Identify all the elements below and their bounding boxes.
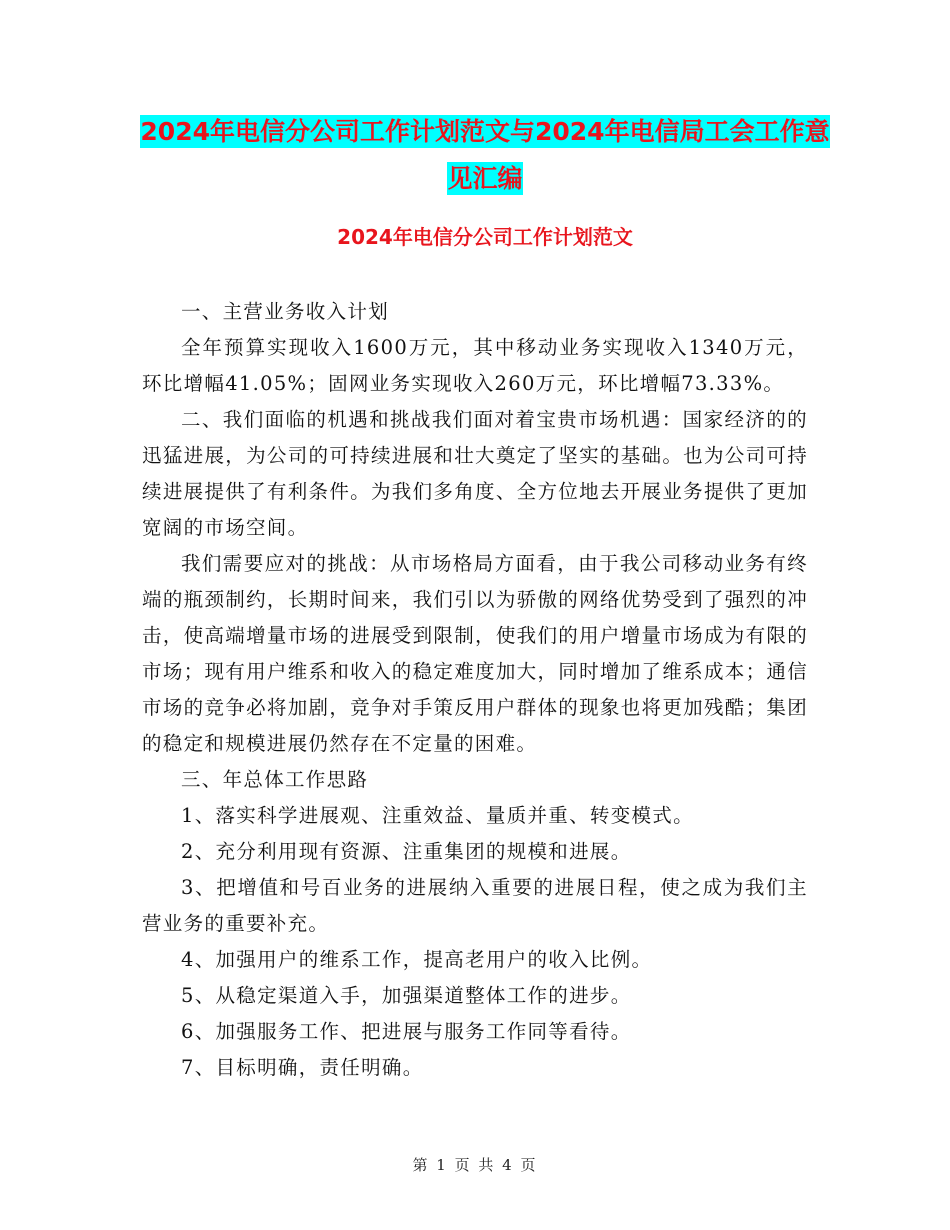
paragraph-heading-1: 一、主营业务收入计划 [181,300,390,323]
list-item: 3、把增值和号百业务的进展纳入重要的进展日程，使之成为我们主营业务的重要补充。 [142,876,808,935]
list-item: 4、加强用户的维系工作，提高老用户的收入比例。 [181,948,653,971]
document-title [140,108,830,202]
paragraph-revenue-plan: 全年预算实现收入1600万元，其中移动业务实现收入1340万元，环比增幅41.05%；固网业务实现收入260万元，环比增幅73.33%。 [142,336,808,395]
page-footer: 第 1 页 共 4 页 [412,1156,538,1174]
document-body [142,294,808,1086]
paragraph-opportunities: 二、我们面临的机遇和挑战我们面对着宝贵市场机遇：国家经济的的迅猛进展，为公司的可持续进展和壮大奠定了坚实的基础。也为公司可持续进展提供了有利条件。为我们多角度、全方位地去开展业务提供了更加宽阔的市场空间。 [142,408,808,539]
document-title-text: 2024年电信分公司工作计划范文与2024年电信局工会工作意见汇编 [140,117,830,193]
paragraph-challenges: 我们需要应对的挑战：从市场格局方面看，由于我公司移动业务有终端的瓶颈制约，长期时间来，我们引以为骄傲的网络优势受到了强烈的冲击，使高端增量市场的进展受到限制，使我们的用户增量市场成为有限的市场；现有用户维系和收入的稳定难度加大，同时增加了维系成本；通信市场的竞争必将加剧，竞争对手策反用户群体的现象也将更加残酷；集团的稳定和规模进展仍然存在不定量的困难。 [142,552,808,755]
paragraph-heading-3: 三、年总体工作思路 [181,768,369,791]
list-item: 7、目标明确，责任明确。 [181,1056,424,1079]
list-item: 5、从稳定渠道入手，加强渠道整体工作的进步。 [181,984,632,1007]
list-item: 2、充分利用现有资源、注重集团的规模和进展。 [181,840,632,863]
section-title: 2024年电信分公司工作计划范文 [337,225,633,249]
list-item: 6、加强服务工作、把进展与服务工作同等看待。 [181,1020,632,1043]
list-item: 1、落实科学进展观、注重效益、量质并重、转变模式。 [181,804,694,827]
